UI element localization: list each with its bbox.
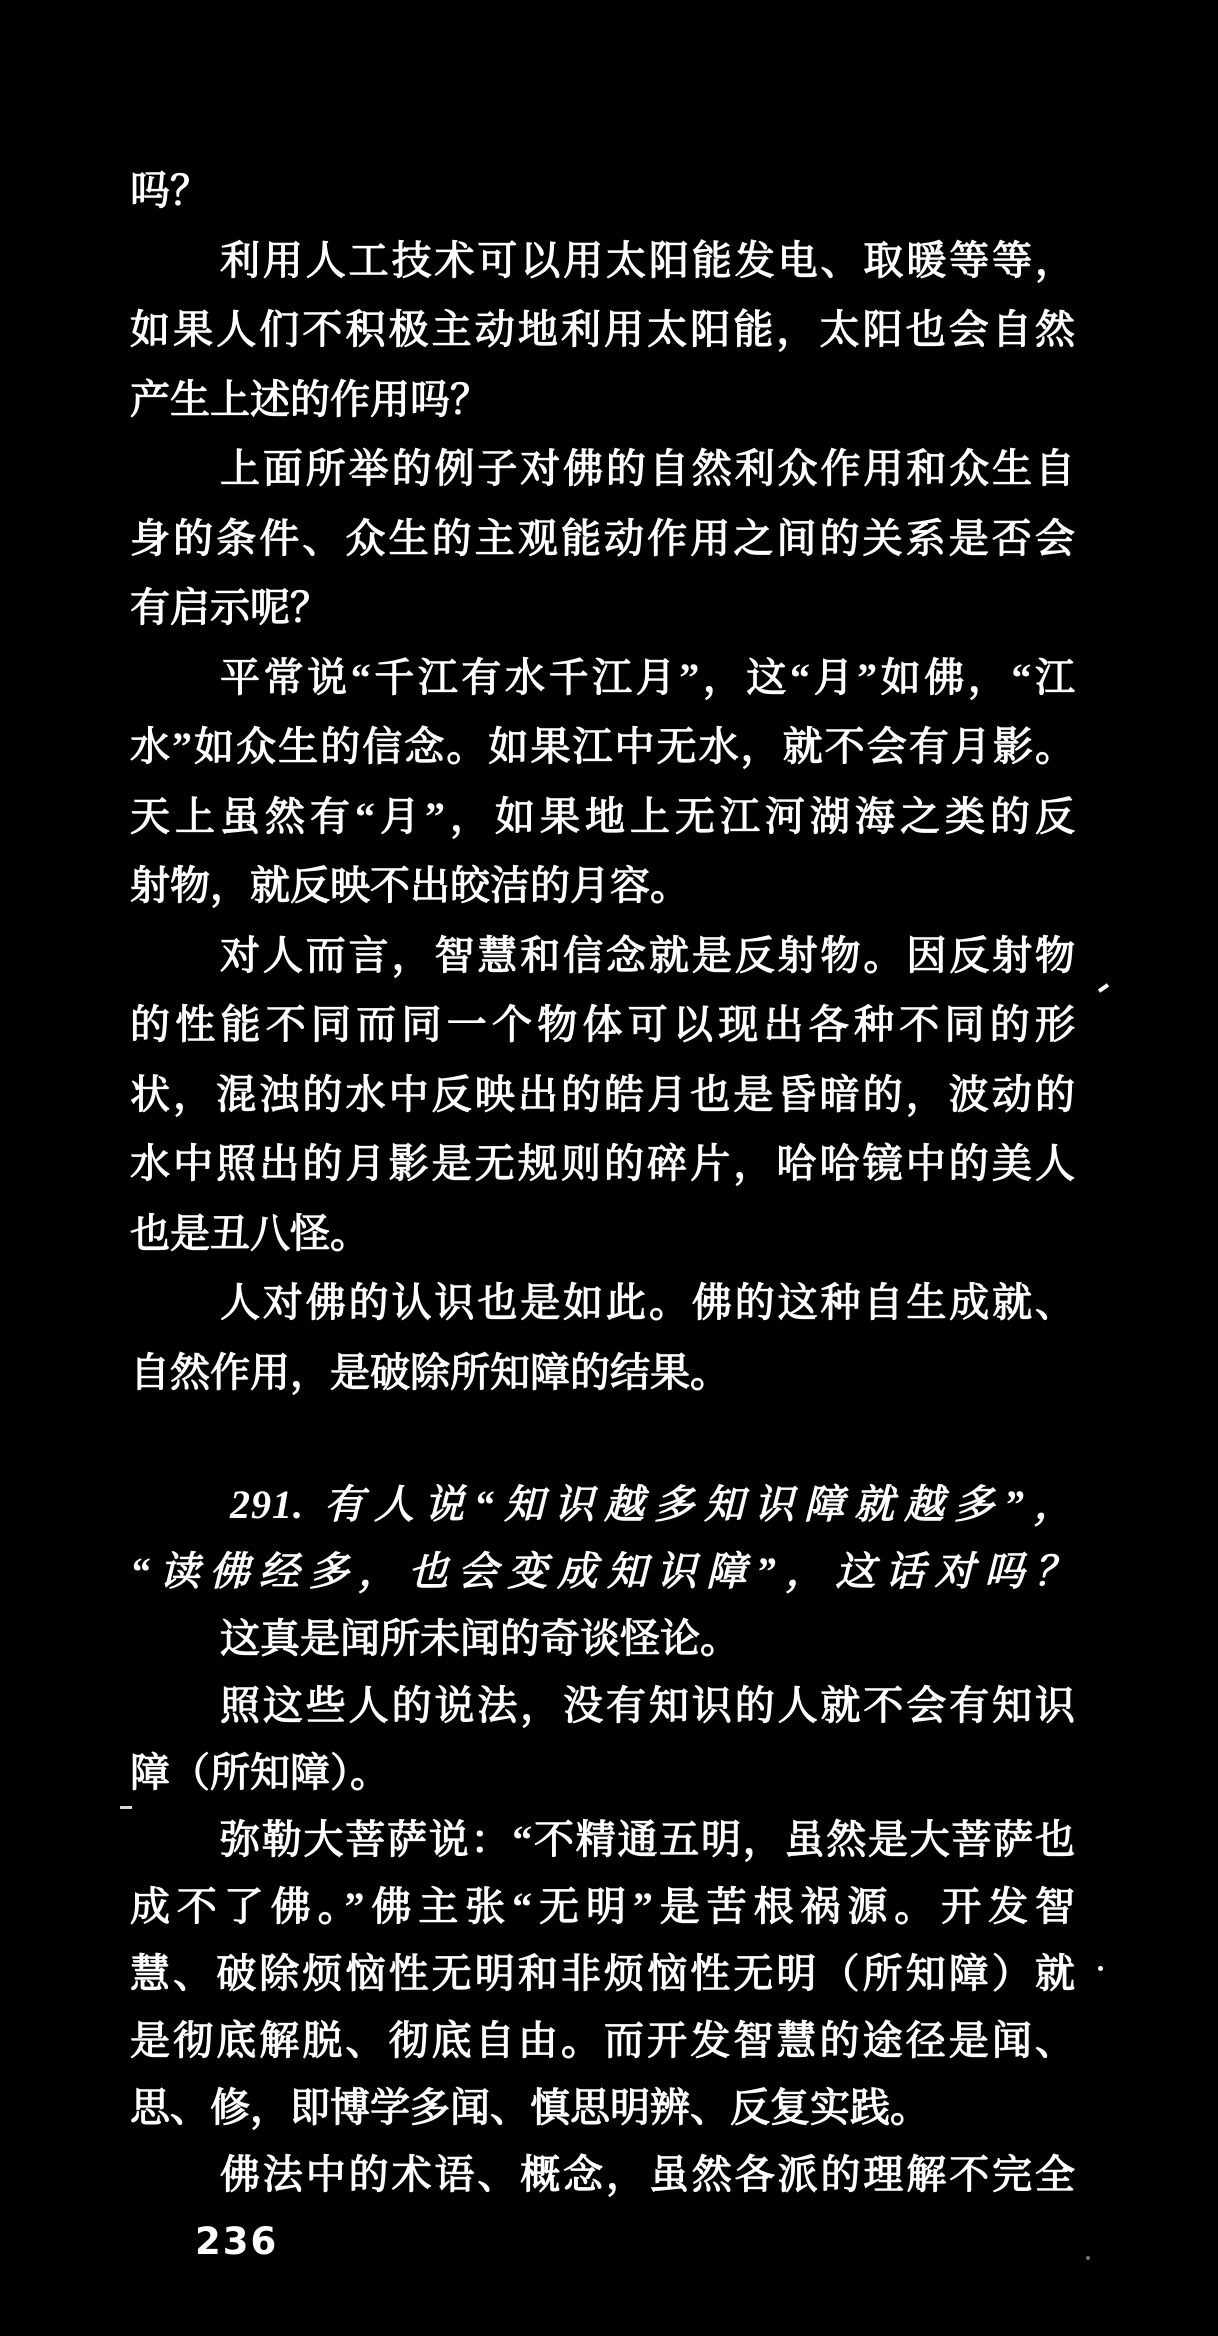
text-line: 也是丑八怪。 (130, 1210, 370, 1256)
paragraph-question-solar-energy (130, 226, 1075, 435)
paragraph-answer-no-knowledge-no-obstacle (130, 1672, 1075, 1806)
text-line: 障（所知障）。 (130, 1750, 390, 1795)
paragraph-carryover-question-tail (130, 156, 1075, 226)
text-line: 有启示呢？ (130, 585, 330, 630)
text-line: 291. 有人说“知识越多知识障就越多”， (230, 1482, 1075, 1527)
page-number: 236 (195, 2220, 279, 2263)
text-line: 平常说“千江有水千江月”，这“月”如佛，“江 (220, 654, 1075, 700)
text-line: 自然作用，是破除所知障的结果。 (130, 1349, 730, 1395)
text-line: 慧、破除烦恼性无明和非烦恼性无明（所知障）就 (130, 1951, 1075, 1996)
paragraph-understanding-of-buddha (130, 1268, 1075, 1407)
text-line: “读佛经多，也会变成知识障”，这话对吗？ (130, 1549, 1075, 1594)
text-line: 成不了佛。”佛主张“无明”是苦根祸源。开发智 (130, 1884, 1075, 1929)
text-line: 产生上述的作用吗？ (130, 376, 490, 422)
text-line: 的性能不同而同一个物体可以现出各种不同的形 (130, 1002, 1075, 1047)
text-line: 利用人工技术可以用太阳能发电、取暖等等， (220, 237, 1075, 283)
text-line: 如果人们不积极主动地利用太阳能，太阳也会自然 (130, 307, 1075, 352)
text-line: 射物，就反映不出皎洁的月容。 (130, 863, 690, 908)
text-line: 思、修，即博学多闻、慎思明辨、反复实践。 (130, 2085, 930, 2130)
paragraph-answer-maitreya-quote (130, 1806, 1075, 2141)
text-line: 吗？ (130, 168, 210, 213)
text-line: 人对佛的认识也是如此。佛的这种自生成就、 (220, 1280, 1075, 1325)
text-line: 佛法中的术语、概念，虽然各派的理解不完全 (220, 2152, 1075, 2197)
text-line: 水”如众生的信念。如果江中无水，就不会有月影。 (130, 724, 1075, 769)
text-line: 这真是闻所未闻的奇谈怪论。 (220, 1616, 740, 1661)
text-line: 照这些人的说法，没有知识的人就不会有知识 (220, 1683, 1075, 1728)
paragraph-question-example-relation (130, 434, 1075, 643)
scan-artifact-right-dot (1098, 1966, 1103, 1971)
text-line: 水中照出的月影是无规则的碎片，哈哈镜中的美人 (130, 1141, 1075, 1186)
paragraph-answer-absurd-claim (130, 1605, 1075, 1672)
body-text-block (130, 156, 1075, 2208)
text-line: 上面所举的例子对佛的自然利众作用和众生自 (220, 446, 1075, 491)
text-line: 天上虽然有“月”，如果地上无江河湖海之类的反 (130, 793, 1075, 839)
paragraph-question-291 (130, 1471, 1075, 1605)
paragraph-answer-terminology-continues (130, 2141, 1075, 2208)
text-line: 状，混浊的水中反映出的皓月也是昏暗的，波动的 (130, 1071, 1075, 1117)
scan-artifact-bottom-dot (1086, 2256, 1090, 2260)
text-line: 身的条件、众生的主观能动作用之间的关系是否会 (130, 515, 1075, 561)
text-line: 弥勒大菩萨说：“不精通五明，虽然是大菩萨也 (220, 1817, 1075, 1862)
text-line: 对人而言，智慧和信念就是反射物。因反射物 (220, 932, 1075, 978)
paragraph-moon-in-rivers-analogy (130, 643, 1075, 921)
text-line: 是彻底解脱、彻底自由。而开发智慧的途径是闻、 (130, 2018, 1075, 2063)
scan-artifact-right-tick (1098, 983, 1109, 993)
paragraph-wisdom-as-reflector (130, 921, 1075, 1269)
scan-artifact-left-tick (120, 1806, 132, 1809)
